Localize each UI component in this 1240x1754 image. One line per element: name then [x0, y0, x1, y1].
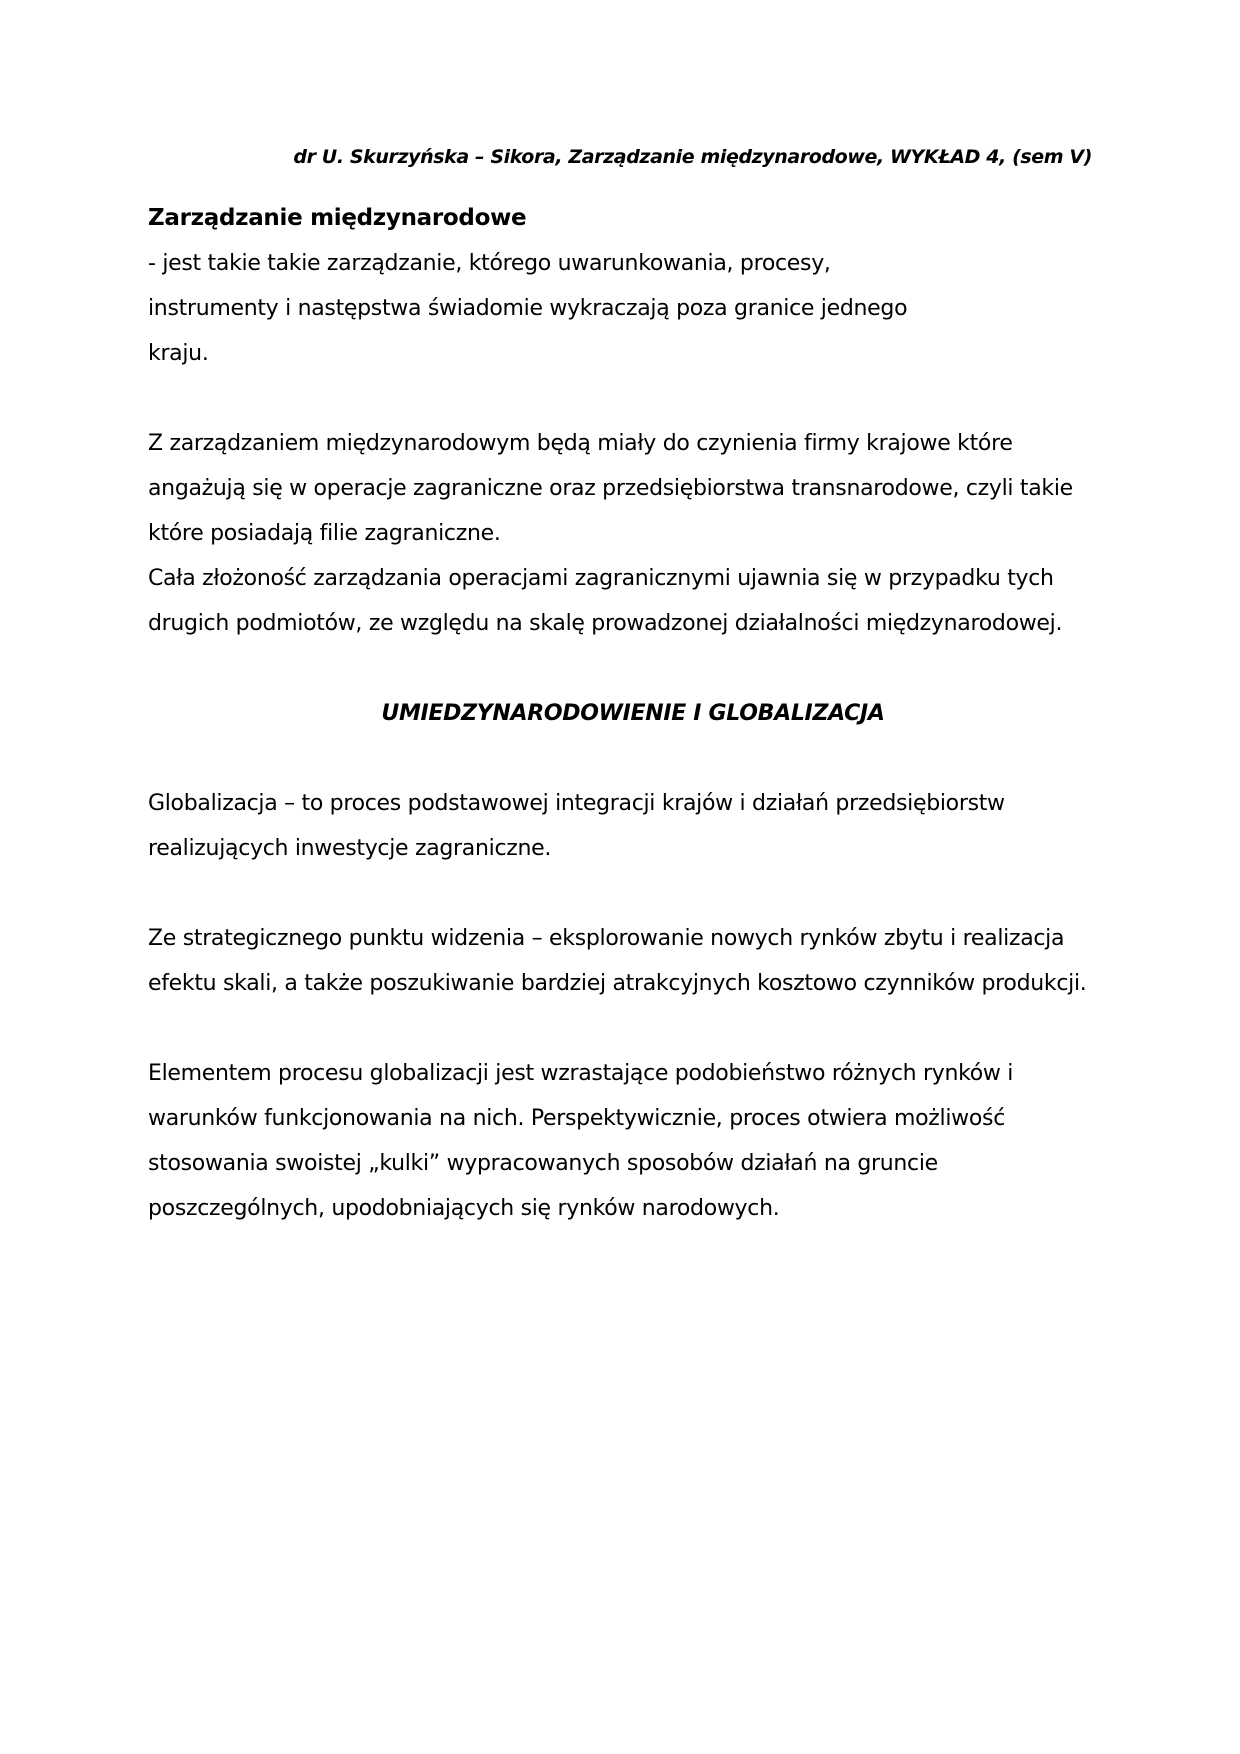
- spacer: [148, 736, 1098, 781]
- body-paragraph-strategic-view: Ze strategicznego punktu widzenia – eksplorowanie nowych rynków zbytu i realizacja efektu skali, a także poszukiwanie bardziej atrakcyjnych kosztowo czynników produkcji.: [148, 926, 1087, 996]
- document-header: dr U. Skurzyńska – Sikora, Zarządzanie międzynarodowe, WYKŁAD 4, (sem V): [293, 146, 1092, 168]
- spacer: [148, 871, 1098, 916]
- spacer: [148, 646, 1098, 691]
- body-paragraph-globalization-definition: Globalizacja – to proces podstawowej integracji krajów i działań przedsiębiorstw realizujących inwestycje zagraniczne.: [148, 791, 1005, 861]
- section-heading-globalization: UMIEDZYNARODOWIENIE I GLOBALIZACJA: [381, 701, 885, 726]
- body-paragraph-globalization-elements: Elementem procesu globalizacji jest wzrastające podobieństwo różnych rynków i warunków funkcjonowania na nich. Perspektywicznie, proces otwiera możliwość stosowania swoistej „kulki” wypracowanych sposobów działań na gruncie poszczególnych, upodobniających się rynków narodowych.: [148, 1061, 1014, 1221]
- body-paragraph-complexity: Cała złożoność zarządzania operacjami zagranicznymi ujawnia się w przypadku tych drugich podmiotów, ze względu na skalę prowadzonej działalności międzynarodowej.: [148, 566, 1063, 636]
- section-title: Zarządzanie międzynarodowe: [148, 205, 527, 231]
- spacer: [148, 1006, 1098, 1051]
- body-paragraph-firms: Z zarządzaniem międzynarodowym będą miały do czynienia firmy krajowe które angażują się w operacje zagraniczne oraz przedsiębiorstwa transnarodowe, czyli takie które posiadają filie zagraniczne.: [148, 431, 1073, 546]
- spacer: [148, 376, 1098, 421]
- document-body: [148, 196, 1098, 1231]
- definition-paragraph: - jest takie takie zarządzanie, którego uwarunkowania, procesy, instrumenty i następstwa świadomie wykraczają poza granice jednego kraju.: [148, 251, 908, 366]
